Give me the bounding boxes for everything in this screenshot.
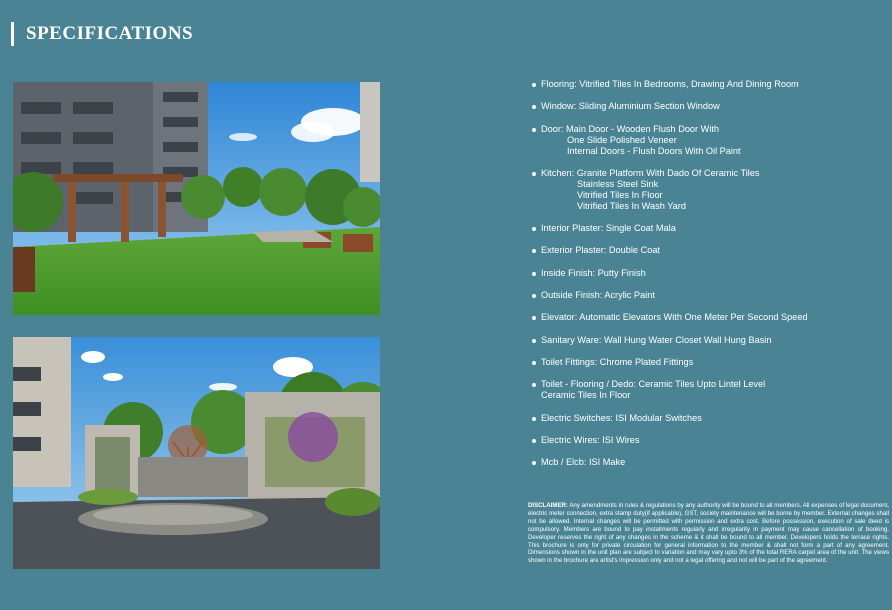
spec-line: Kitchen: Granite Platform With Dado Of Ceramic Tiles (541, 167, 760, 178)
spec-exterior-plaster (532, 245, 882, 256)
spec-window (532, 101, 882, 112)
spec-line: Window: Sliding Aluminium Section Window (541, 101, 720, 112)
spec-line: Flooring: Vitrified Tiles In Bedrooms, Drawing And Dining Room (541, 79, 799, 89)
disclaimer-body: Any amendments in rules & regulations by any authority will be bound to all members. All expenses of legal document, electric meter connection, extra stamp duty(if applicable), GST, society maintenance will be borne by member. External changes shall not be allowed. Internal changes will be permitted with permission and extra cost. Before possession, execution of sale deed is compulsory. Members are bound to pay installments regularly and irregularity in payment may cause cancellation of booking. Developer reserves the right of any changes in the scheme & it shall be bound to all member. Developers holds the terrace rights. This brochure is only for private circulation for general information to the member & shall not form a part of any agreement. Dimensions shown in the unit plan are subject to variation and may vary upto 3% of the total RERA carpet area of the unit. The views shown in the brochure are artist's impression only and not a legal offering and not will be part of the agreement. (528, 502, 889, 565)
spec-line: Interior Plaster: Single Coat Mala (541, 223, 676, 234)
spec-line: Elevator: Automatic Elevators With One Meter Per Second Speed (541, 312, 808, 323)
spec-line: Exterior Plaster: Double Coat (541, 245, 660, 256)
spec-toilet-fittings (532, 357, 882, 368)
spec-line: Mcb / Elcb: ISI Make (541, 457, 626, 468)
garden-courtyard-photo (13, 82, 380, 315)
spec-line: Toilet Fittings: Chrome Plated Fittings (541, 356, 694, 367)
spec-kitchen (532, 168, 882, 212)
spec-line: Stainless Steel Sink (577, 178, 659, 189)
disclaimer-text (528, 502, 889, 565)
spec-line: Ceramic Tiles In Floor (541, 390, 631, 401)
spec-toilet-flooring (532, 379, 882, 401)
page-title: SPECIFICATIONS (26, 23, 194, 44)
disclaimer-label: DISCLAIMER: (528, 502, 568, 509)
spec-interior-plaster (532, 223, 882, 234)
spec-line: Internal Doors - Flush Doors With Oil Paint (567, 145, 741, 156)
spec-line: Electric Switches: ISI Modular Switches (541, 412, 702, 423)
spec-line: One Slide Polished Veneer (567, 134, 677, 145)
spec-line: Toilet - Flooring / Dedo: Ceramic Tiles Upto Lintel Level (541, 379, 766, 390)
spec-mcb-elcb (532, 457, 882, 468)
entrance-plaza-photo (13, 337, 380, 569)
spec-line: Vitrified Tiles In Floor (577, 189, 663, 200)
title-accent-bar (11, 22, 14, 46)
spec-line: Door: Main Door - Wooden Flush Door With (541, 123, 720, 134)
spec-flooring (532, 79, 882, 90)
specifications-list (532, 79, 882, 479)
spec-outside-finish (532, 290, 882, 301)
spec-line: Vitrified Tiles In Wash Yard (577, 200, 686, 211)
spec-electric-switches (532, 413, 882, 424)
spec-door (532, 124, 882, 157)
spec-line: Sanitary Ware: Wall Hung Water Closet Wall Hung Basin (541, 334, 772, 345)
spec-line: Inside Finish: Putty Finish (541, 267, 646, 278)
spec-electric-wires (532, 435, 882, 446)
spec-inside-finish (532, 268, 882, 279)
spec-sanitary-ware (532, 335, 882, 346)
spec-line: Electric Wires: ISI Wires (541, 434, 640, 445)
spec-elevator (532, 312, 882, 323)
spec-line: Outside Finish: Acrylic Paint (541, 290, 655, 301)
